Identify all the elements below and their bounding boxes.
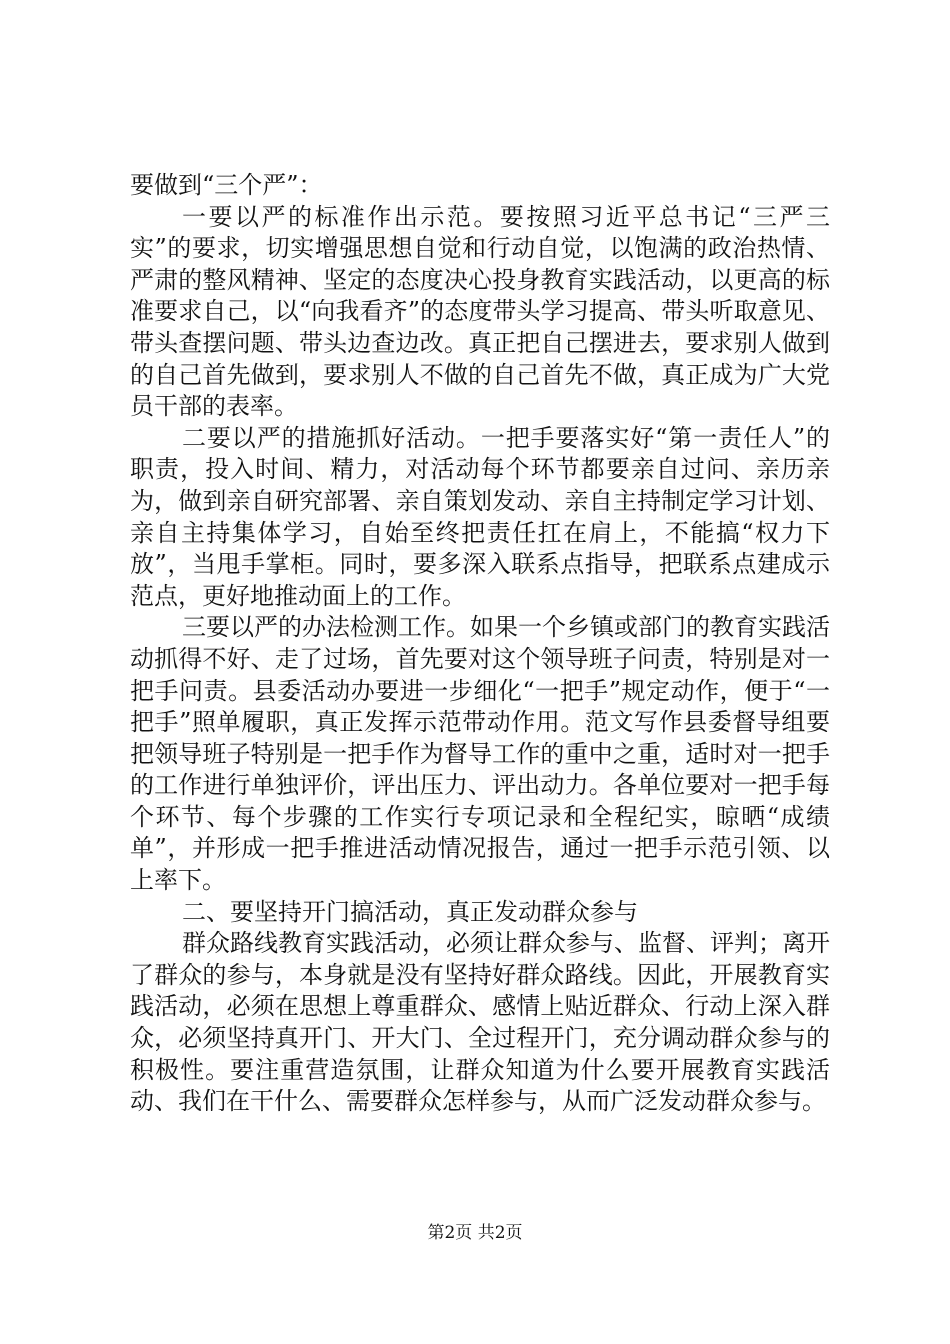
paragraph-point-two: 二要以严的措施抓好活动。一把手要落实好“第一责任人”的职责，投入时间、精力，对活动每个环节都要亲自过问、亲历亲为，做到亲自研究部署、亲自策划发动、亲自主持制定学习计划、亲自主持集体学习，自始至终把责任扛在肩上，不能搞“权力下放”，当甩手掌柜。同时，要多深入联系点指导，把联系点建成示范点，更好地推动面上的工作。 xyxy=(130,423,830,610)
paragraph-point-one: 一要以严的标准作出示范。要按照习近平总书记“三严三实”的要求，切实增强思想自觉和行动自觉，以饱满的政治热情、严肃的整风精神、坚定的态度决心投身教育实践活动，以更高的标准要求自己，以“向我看齐”的态度带头学习提高、带头听取意见、带头查摆问题、带头边查边改。真正把自己摆进去，要求别人做到的自己首先做到，要求别人不做的自己首先不做，真正成为广大党员干部的表率。 xyxy=(130,202,830,421)
paragraph-mass-participation: 群众路线教育实践活动，必须让群众参与、监督、评判；离开了群众的参与，本身就是没有坚持好群众路线。因此，开展教育实践活动，必须在思想上尊重群众、感情上贴近群众、行动上深入群众，必须坚持真开门、开大门、全过程开门，充分调动群众参与的积极性。要注重营造氛围，让群众知道为什么要开展教育实践活动、我们在干什么、需要群众怎样参与，从而广泛发动群众参与。 xyxy=(130,929,830,1116)
section-heading: 二、要坚持开门搞活动，真正发动群众参与 xyxy=(182,897,638,926)
document-body xyxy=(130,170,830,1118)
paragraph-intro: 要做到“三个严”： xyxy=(130,171,323,199)
paragraph-point-three: 三要以严的办法检测工作。如果一个乡镇或部门的教育实践活动抓得不好、走了过场，首先要对这个领导班子问责，特别是对一把手问责。县委活动办要进一步细化“一把手”规定动作，便于“一把手”照单履职，真正发挥示范带动作用。范文写作县委督导组要把领导班子特别是一把手作为督导工作的重中之重，适时对一把手的工作进行单独评价，评出压力、评出动力。各单位要对一把手每个环节、每个步骤的工作实行专项记录和全程纪实，晾晒“成绩单”，并形成一把手推进活动情况报告，通过一把手示范引领、以上率下。 xyxy=(130,613,830,895)
page-footer: 第2页 共2页 xyxy=(427,1223,523,1243)
